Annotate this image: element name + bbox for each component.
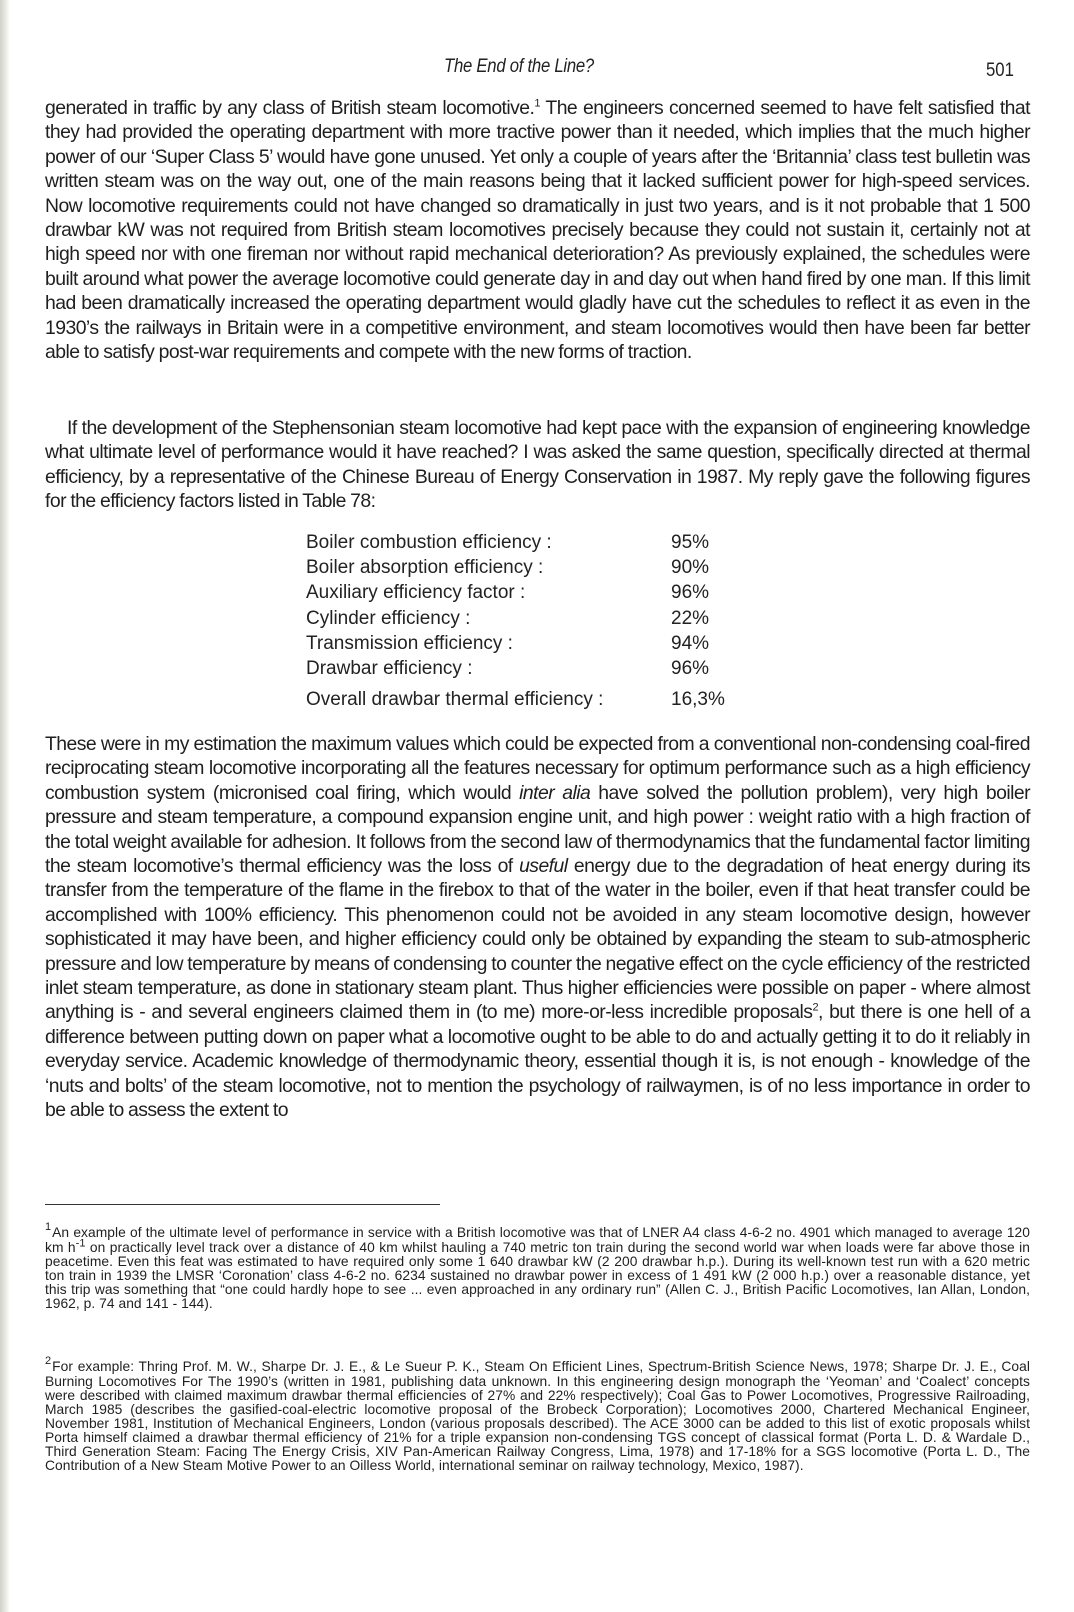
efficiency-row <box>306 656 756 681</box>
efficiency-label: Auxiliary efficiency factor : <box>306 582 526 604</box>
efficiency-label: Drawbar efficiency : <box>306 658 473 680</box>
efficiency-factors-table <box>306 530 756 713</box>
paragraph-1 <box>45 96 1030 364</box>
efficiency-value: 96% <box>671 582 710 604</box>
efficiency-value: 22% <box>671 607 710 629</box>
efficiency-row <box>306 606 756 631</box>
efficiency-value: 94% <box>671 632 710 654</box>
running-header <box>0 56 1074 84</box>
efficiency-total-value: 16,3% <box>671 689 725 711</box>
paragraph-2-text: If the development of the Stephensonian steam locomotive had kept pace with the expansion of engineering knowledge what ultimate level of performance would it have reached? I was asked the same question, specifically directed at thermal efficiency, by a representative of the Chinese Bureau of Energy Conservation in 1987. My reply gave the following figures for the efficiency factors listed in Table 78: <box>45 417 1030 513</box>
efficiency-row <box>306 631 756 656</box>
efficiency-label: Boiler combustion efficiency : <box>306 531 552 553</box>
paragraph-3 <box>45 732 1030 1123</box>
efficiency-row <box>306 530 756 555</box>
footnote-1-text-a: An example of the ultimate level of performance in service with a British locomotive was that of LNER A4 class 4-6-2 no. 4901 which managed to average 120 km h <box>45 1225 1030 1255</box>
page-number: 501 <box>986 60 1014 81</box>
running-title: The End of the Line? <box>444 56 594 77</box>
efficiency-label: Transmission efficiency : <box>306 632 513 654</box>
efficiency-label: Boiler absorption efficiency : <box>306 556 544 578</box>
efficiency-total-label: Overall drawbar thermal efficiency : <box>306 689 604 711</box>
efficiency-value: 95% <box>671 531 710 553</box>
paragraph-1-text-b: The engineers concerned seemed to have felt satisfied that they had provided the operating department with more tractive power than it needed, which implies that the much higher power of our ‘Super Class 5’ would have gone unused. Yet only a couple of years after the ‘Britannia’ class test bulletin was written steam was on the way out, one of the main reasons being that it lacked sufficient power for high-speed services. Now locomotive requirements could not have changed so dramatically in just two years, and is it not probable that 1 500 drawbar kW was not required from British steam locomotives precisely because they could not sustain it, certainly not at high speed nor with one fireman nor without rapid mechanical deterioration? As previously explained, the schedules were built around what power the average locomotive could generate day in and day out when hand fired by one man. If this limit had been dramatically increased the operating department would gladly have cut the schedules to reflect it as even in the 1930’s the railways in Britain were in a competitive environment, and steam locomotives would then have been far better able to satisfy post-war requirements and compete with the new forms of traction. <box>45 97 1030 364</box>
footnote-1 <box>45 1221 1030 1311</box>
paragraph-3-italic-b: useful <box>519 855 568 878</box>
efficiency-row <box>306 581 756 606</box>
footnote-2-mark: 2 <box>45 1355 52 1367</box>
paragraph-2 <box>45 416 1030 514</box>
paragraph-3-text-d: , but there is one hell of a difference between putting down on paper what a locomotive ought to be able to do and actually getting it to do it reliably in everyday service. Academic knowledge of thermodynamic theory, essential though it is, is not enough - knowledge of the ‘nuts and bolts’ of the steam locomotive, not to mention the psychology of railwaymen, is of no less importance in order to be able to assess the extent to <box>45 1001 1030 1122</box>
footnote-2 <box>45 1355 1030 1473</box>
footnote-divider <box>45 1204 440 1205</box>
paragraph-3-text-b: have solved the pollution problem), very high boiler pressure and steam temperature, a compound expansion engine unit, and high power : weight ratio with a high fraction of the total weight available for adhesion. It follows from the second law of thermodynamics that the fundamental factor limiting the steam locomotive’s thermal efficiency was the loss of <box>45 781 1031 878</box>
book-gutter-shadow <box>0 0 10 1612</box>
footnote-1-mark: 1 <box>45 1221 52 1233</box>
paragraph-1-text-a: generated in traffic by any class of British steam locomotive. <box>45 97 535 119</box>
footnote-ref-1: 1 <box>534 97 540 110</box>
efficiency-label: Cylinder efficiency : <box>306 607 471 629</box>
paragraph-3-text-a: These were in my estimation the maximum values which could be expected from a conventional non-condensing coal-fired reciprocating steam locomotive incorporating all the features necessary for optimum performance such as a high efficiency combustion system (micronised coal firing, which would <box>45 733 1030 804</box>
paragraph-3-italic-a: inter alia <box>519 781 591 804</box>
efficiency-total-row <box>306 688 756 713</box>
efficiency-value: 90% <box>671 556 710 578</box>
efficiency-row <box>306 555 756 580</box>
footnote-2-text: For example: Thring Prof. M. W., Sharpe Dr. J. E., & Le Sueur P. K., Steam On Efficient Lines, Spectrum-British Science News, 1978; Sharpe Dr. J. E., Coal Burning Locomotives For The 1990’s (written in 1981, publishing data unknown. In this engineering design monograph the ‘Yeoman’ and ‘Coalect’ concepts were described with claimed maximum drawbar thermal efficiencies of 27% and 22% respectively); Coal Gas to Power Locomotives, Progressive Railroading, March 1985 (describes the gasified-coal-electric locomotive proposal of the Brobeck Corporation); Locomotives 2000, Chartered Mechanical Engineer, November 1981, Institution of Mechanical Engineers, London (various proposals described). The ACE 3000 can be added to this list of exotic proposals whilst Porta himself claimed a drawbar thermal efficiency of 21% for a triple expansion non-condensing TGS concept of classical format (Porta L. D. & Wardale D., Third Generation Steam: Facing The Energy Crisis, XIV Pan-American Railway Congress, Lima, 1978) and 17-18% for a SGS locomotive (Porta L. D., The Contribution of a New Steam Motive Power to an Oilless World, international seminar on railway technology, Mexico, 1987). <box>45 1359 1030 1473</box>
efficiency-value: 96% <box>671 658 710 680</box>
footnote-1-superscript: -1 <box>75 1237 86 1250</box>
footnote-ref-2: 2 <box>812 1002 819 1014</box>
paragraph-3-text-c: energy due to the degradation of heat energy during its transfer from the temperature of the flame in the firebox to that of the water in the boiler, even if that heat transfer could be accomplished with 100% efficiency. This phenomenon could not be avoided in any steam locomotive design, however sophisticated it may have been, and higher efficiency could only be obtained by expanding the steam to sub-atmospheric pressure and low temperature by means of condensing to counter the negative effect on the cycle efficiency of the restricted inlet steam temperature, as done in stationary steam plant. Thus higher efficiencies were possible on paper - where almost anything is - and several engineers claimed them in (to me) more-or-less incredible proposals <box>45 855 1030 1024</box>
footnote-1-text-b: on practically level track over a distance of 40 km whilst hauling a 740 metric ton train during the second world war when loads were far above those in peacetime. Even this feat was estimated to have required only some 1 640 drawbar kW (2 200 drawbar h.p.). During its well-known test run with a 620 metric ton train in 1939 the LMSR ‘Coronation’ class 4-6-2 no. 6234 sustained no drawbar power in excess of 1 491 kW (2 000 h.p.) over a reasonable distance, yet this trip was something that “one could hardly hope to see ... even approached in any ordinary run” (Allen C. J., British Pacific Locomotives, Ian Allan, London, 1962, p. 74 and 141 - 144). <box>45 1240 1030 1311</box>
